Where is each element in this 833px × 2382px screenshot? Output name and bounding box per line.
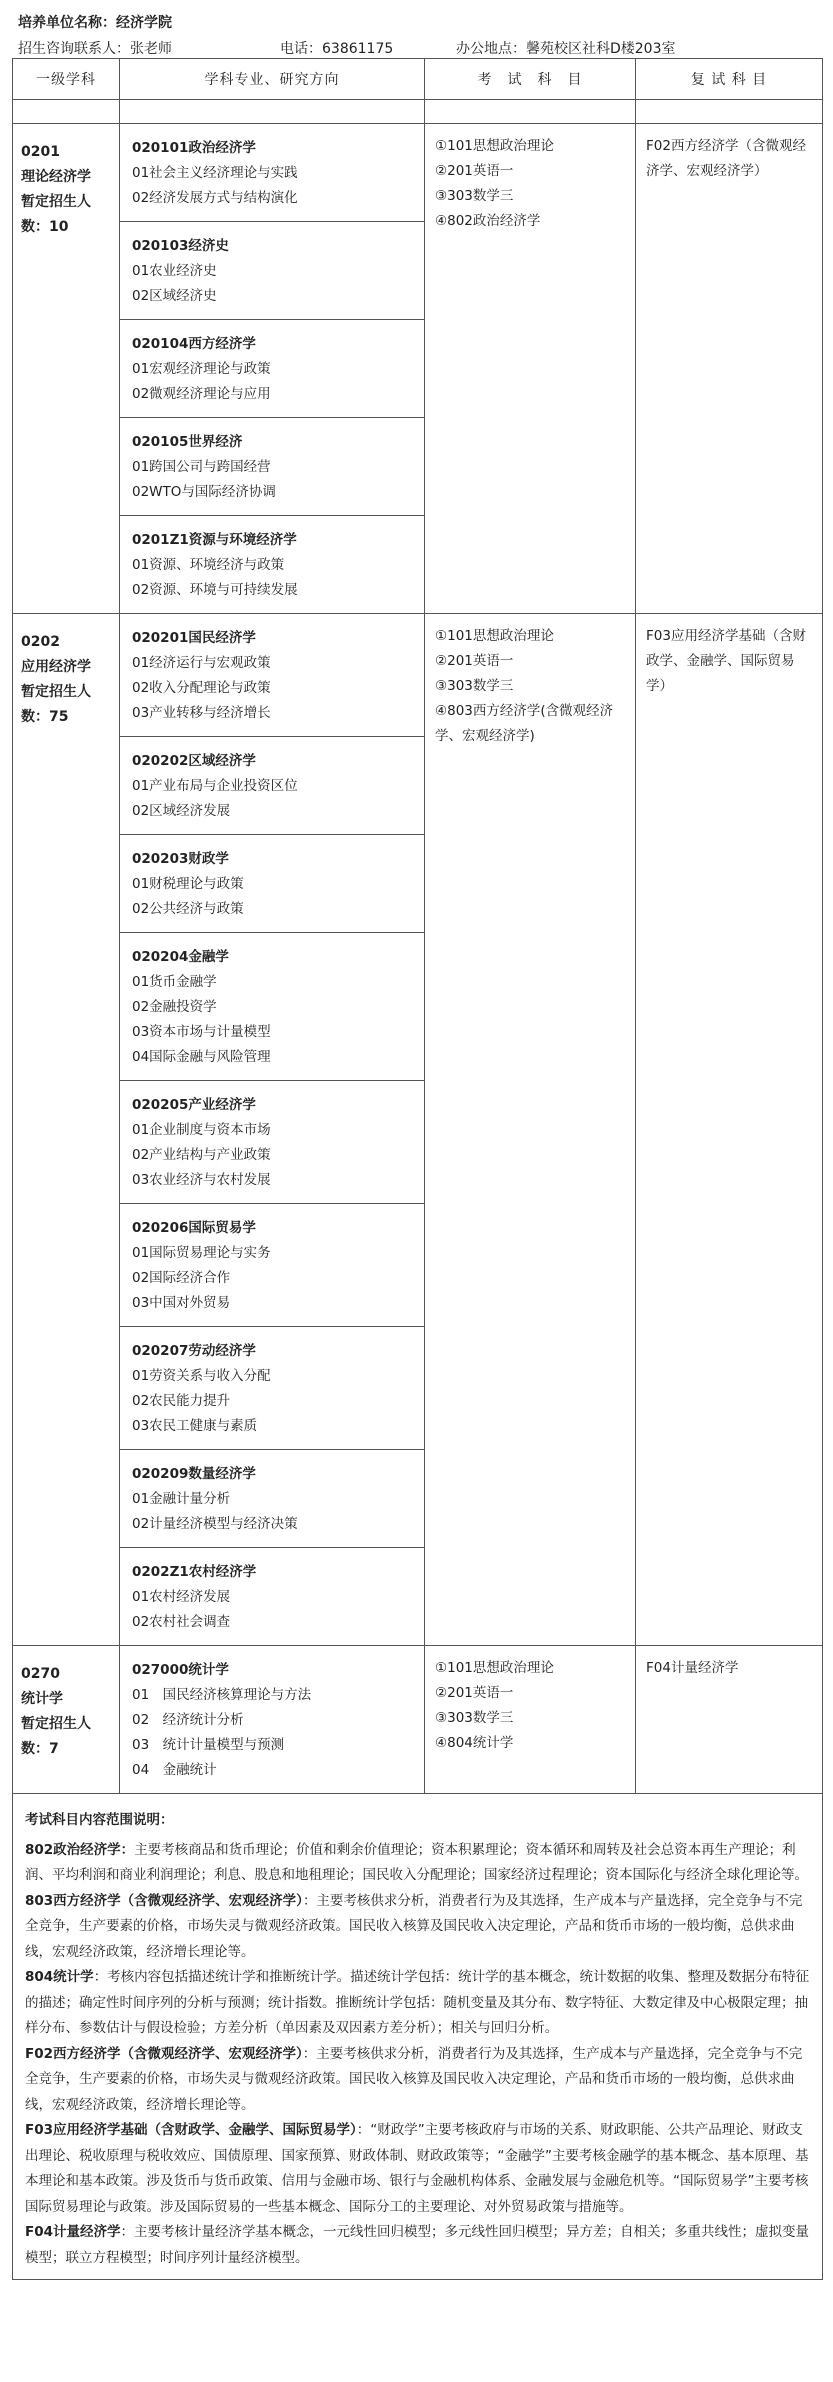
exam-subject: ④804统计学 xyxy=(435,1735,514,1751)
major-block xyxy=(120,1204,424,1327)
discipline-name: 理论经济学 xyxy=(21,169,91,185)
major-title: 020206国际贸易学 xyxy=(132,1220,256,1236)
note-term: F02西方经济学（含微观经济学、宏观经济学） xyxy=(25,2045,303,2062)
note-item xyxy=(25,1965,812,2042)
major-block xyxy=(120,614,424,737)
major-title: 027000统计学 xyxy=(132,1662,229,1678)
research-direction: 02计量经济模型与经济决策 xyxy=(132,1516,298,1532)
retest-subject: F03应用经济学基础（含财政学、金融学、国际贸易学） xyxy=(646,628,806,694)
note-text: ：“财政学”主要考核政府与市场的关系、财政职能、公共产品理论、财政支出理论、税收原理与税收效应、国债原理、国家预算、财政体制、财政政策等；“金融学”主要考核金融学的基本概念、基本原理、基本理论和基本政策。涉及货币与货币政策、信用与金融市场、银行与金融机构体系、金融发展与金融危机等。“国际贸易学”主要考核国际贸易理论与政策。涉及国际贸易的一些基本概念、国际分工的主要理论、对外贸易政策与措施等。 xyxy=(25,2122,809,2215)
note-term: F03应用经济学基础（含财政学、金融学、国际贸易学） xyxy=(25,2122,357,2138)
exam-cell xyxy=(425,614,636,1646)
retest-subject: F04计量经济学 xyxy=(646,1660,739,1676)
research-direction: 01劳资关系与收入分配 xyxy=(132,1368,271,1384)
retest-cell xyxy=(636,614,823,1646)
major-block xyxy=(120,1327,424,1450)
research-direction: 01金融计量分析 xyxy=(132,1491,231,1507)
research-direction: 02微观经济理论与应用 xyxy=(132,386,271,402)
notes-title: 考试科目内容范围说明： xyxy=(25,1812,174,1828)
exam-subject: ①101思想政治理论 xyxy=(435,138,554,154)
major-title: 020207劳动经济学 xyxy=(132,1343,256,1359)
note-item xyxy=(25,2220,812,2271)
contact-line xyxy=(18,38,818,58)
major-title: 020204金融学 xyxy=(132,949,229,965)
major-title: 020103经济史 xyxy=(132,238,229,254)
research-direction: 03农业经济与农村发展 xyxy=(132,1172,271,1188)
major-title: 0202Z1农村经济学 xyxy=(132,1564,257,1580)
note-item xyxy=(25,1889,812,1966)
research-direction: 01社会主义经济理论与实践 xyxy=(132,165,298,181)
unit-line xyxy=(18,12,172,32)
research-direction: 03农民工健康与素质 xyxy=(132,1418,258,1434)
col-header-majors: 学科专业、研究方向 xyxy=(120,59,425,100)
exam-cell xyxy=(425,124,636,614)
note-item xyxy=(25,1838,812,1889)
research-direction: 02 经济统计分析 xyxy=(132,1712,244,1728)
major-title: 020202区域经济学 xyxy=(132,753,256,769)
major-block xyxy=(120,1646,424,1793)
discipline-quota: 数：7 xyxy=(21,1741,59,1757)
phone: 电话：63861175 xyxy=(280,41,394,57)
major-title: 020105世界经济 xyxy=(132,434,243,450)
exam-subject: ④802政治经济学 xyxy=(435,213,541,229)
discipline-quota-label: 暂定招生人 xyxy=(21,1716,91,1732)
major-block xyxy=(120,737,424,835)
exam-subject: ③303数学三 xyxy=(435,678,514,694)
major-title: 020205产业经济学 xyxy=(132,1097,256,1113)
research-direction: 04 金融统计 xyxy=(132,1762,217,1778)
col-header-exam: 考 试 科 目 xyxy=(425,59,636,100)
research-direction: 02农村社会调查 xyxy=(132,1614,231,1630)
contact-person: 招生咨询联系人：张老师 xyxy=(18,41,172,57)
research-direction: 01财税理论与政策 xyxy=(132,876,244,892)
research-direction: 02经济发展方式与结构演化 xyxy=(132,190,298,206)
exam-subject: ④803西方经济学(含微观经济学、宏观经济学) xyxy=(435,703,614,744)
major-block xyxy=(120,418,424,516)
exam-subject: ①101思想政治理论 xyxy=(435,628,554,644)
research-direction: 01国际贸易理论与实务 xyxy=(132,1245,271,1261)
discipline-code: 0201 xyxy=(21,144,60,160)
exam-subject: ③303数学三 xyxy=(435,1710,514,1726)
research-direction: 02区域经济史 xyxy=(132,288,217,304)
research-direction: 02WTO与国际经济协调 xyxy=(132,484,276,500)
col-header-discipline: 一级学科 xyxy=(13,59,120,100)
major-block xyxy=(120,124,424,222)
exam-cell xyxy=(425,1646,636,1794)
discipline-quota: 数：75 xyxy=(21,709,69,725)
research-direction: 01资源、环境经济与政策 xyxy=(132,557,285,573)
exam-subject: ②201英语一 xyxy=(435,1685,514,1701)
research-direction: 02收入分配理论与政策 xyxy=(132,680,271,696)
major-block xyxy=(120,222,424,320)
major-block xyxy=(120,320,424,418)
discipline-row xyxy=(13,614,823,1646)
research-direction: 01农业经济史 xyxy=(132,263,217,279)
col-header-retest: 复 试 科 目 xyxy=(636,59,823,100)
discipline-name: 统计学 xyxy=(21,1691,63,1707)
research-direction: 03 统计计量模型与预测 xyxy=(132,1737,285,1753)
discipline-code: 0202 xyxy=(21,634,60,650)
exam-subject: ③303数学三 xyxy=(435,188,514,204)
note-text: ：主要考核计量经济学基本概念，一元线性回归模型；多元线性回归模型；异方差；自相关；多重共线性；虚拟变量模型；联立方程模型；时间序列计量经济模型。 xyxy=(25,2224,810,2266)
unit-label: 培养单位名称： xyxy=(18,15,116,31)
research-direction: 01 国民经济核算理论与方法 xyxy=(132,1687,312,1703)
major-block xyxy=(120,1081,424,1204)
major-block xyxy=(120,933,424,1081)
research-direction: 01经济运行与宏观政策 xyxy=(132,655,271,671)
note-term: 803西方经济学（含微观经济学、宏观经济学） xyxy=(25,1892,303,1909)
table-header-row xyxy=(13,59,823,100)
research-direction: 01企业制度与资本市场 xyxy=(132,1122,271,1138)
research-direction: 02金融投资学 xyxy=(132,999,217,1015)
note-text: ：主要考核供求分析，消费者行为及其选择，生产成本与产量选择，完全竞争与不完全竞争，生产要素的价格，市场失灵与微观经济政策。国民收入核算及国民收入决定理论，产品和货币市场的一般均衡，总供求曲线，宏观经济政策，经济增长理论等。 xyxy=(25,1892,803,1960)
research-direction: 04国际金融与风险管理 xyxy=(132,1049,271,1065)
spacer-row xyxy=(13,100,823,124)
research-direction: 02国际经济合作 xyxy=(132,1270,231,1286)
research-direction: 01农村经济发展 xyxy=(132,1589,231,1605)
notes-row xyxy=(13,1794,823,2280)
major-block xyxy=(120,516,424,613)
retest-cell xyxy=(636,1646,823,1794)
major-title: 020104西方经济学 xyxy=(132,336,256,352)
research-direction: 03产业转移与经济增长 xyxy=(132,705,271,721)
major-block xyxy=(120,1450,424,1548)
major-title: 020203财政学 xyxy=(132,851,229,867)
research-direction: 03资本市场与计量模型 xyxy=(132,1024,271,1040)
research-direction: 01跨国公司与跨国经营 xyxy=(132,459,271,475)
research-direction: 02资源、环境与可持续发展 xyxy=(132,582,298,598)
notes-body xyxy=(25,1838,812,2272)
majors-cell xyxy=(120,614,425,1646)
discipline-row xyxy=(13,124,823,614)
major-block xyxy=(120,1548,424,1645)
discipline-row xyxy=(13,1646,823,1794)
research-direction: 01产业布局与企业投资区位 xyxy=(132,778,298,794)
exam-subject: ②201英语一 xyxy=(435,653,514,669)
research-direction: 01宏观经济理论与政策 xyxy=(132,361,271,377)
major-title: 020209数量经济学 xyxy=(132,1466,256,1482)
retest-subject: F02西方经济学（含微观经济学、宏观经济学） xyxy=(646,138,806,179)
note-text: ：考核内容包括描述统计学和推断统计学。描述统计学包括：统计学的基本概念，统计数据的收集、整理及数据分布特征的描述；确定性时间序列的分析与预测；统计指数。推断统计学包括：随机变量及其分布、数字特征、大数定律及中心极限定理；抽样分布、参数估计与假设检验；方差分析（单因素及双因素方差分析）；相关与回归分析。 xyxy=(25,1969,810,2036)
majors-cell xyxy=(120,124,425,614)
research-direction: 02农民能力提升 xyxy=(132,1393,231,1409)
unit-name: 经济学院 xyxy=(116,15,172,31)
major-title: 020101政治经济学 xyxy=(132,140,256,156)
majors-cell xyxy=(120,1646,425,1794)
note-item xyxy=(25,2042,812,2119)
discipline-name: 应用经济学 xyxy=(21,659,91,675)
exam-subject: ②201英语一 xyxy=(435,163,514,179)
note-term: 804统计学 xyxy=(25,1969,94,1985)
exam-subject: ①101思想政治理论 xyxy=(435,1660,554,1676)
admissions-table xyxy=(12,58,823,2280)
research-direction: 02公共经济与政策 xyxy=(132,901,244,917)
major-title: 0201Z1资源与环境经济学 xyxy=(132,532,297,548)
retest-cell xyxy=(636,124,823,614)
discipline-quota: 数：10 xyxy=(21,219,69,235)
discipline-quota-label: 暂定招生人 xyxy=(21,684,91,700)
discipline-quota-label: 暂定招生人 xyxy=(21,194,91,210)
major-block xyxy=(120,835,424,933)
notes-cell xyxy=(13,1794,823,2280)
note-term: 802政治经济学： xyxy=(25,1841,135,1858)
note-text: 主要考核商品和货币理论；价值和剩余价值理论；资本积累理论；资本循环和周转及社会总资本再生产理论；利润、平均利润和商业利润理论；利息、股息和地租理论；国民收入分配理论；国家经济过程理论；资本国际化与经济全球化理论等。 xyxy=(25,1841,808,1883)
major-title: 020201国民经济学 xyxy=(132,630,256,646)
discipline-cell xyxy=(13,1646,120,1794)
note-term: F04计量经济学 xyxy=(25,2224,121,2240)
research-direction: 03中国对外贸易 xyxy=(132,1295,231,1311)
research-direction: 02产业结构与产业政策 xyxy=(132,1147,271,1163)
office-location: 办公地点：馨苑校区社科D楼203室 xyxy=(456,41,676,57)
research-direction: 01货币金融学 xyxy=(132,974,217,990)
note-text: ：主要考核供求分析，消费者行为及其选择，生产成本与产量选择，完全竞争与不完全竞争，生产要素的价格，市场失灵与微观经济政策。国民收入核算及国民收入决定理论，产品和货币市场的一般均衡，总供求曲线，宏观经济政策，经济增长理论等。 xyxy=(25,2045,803,2113)
research-direction: 02区域经济发展 xyxy=(132,803,231,819)
discipline-code: 0270 xyxy=(21,1666,60,1682)
discipline-cell xyxy=(13,614,120,1646)
note-item xyxy=(25,2118,812,2220)
discipline-cell xyxy=(13,124,120,614)
